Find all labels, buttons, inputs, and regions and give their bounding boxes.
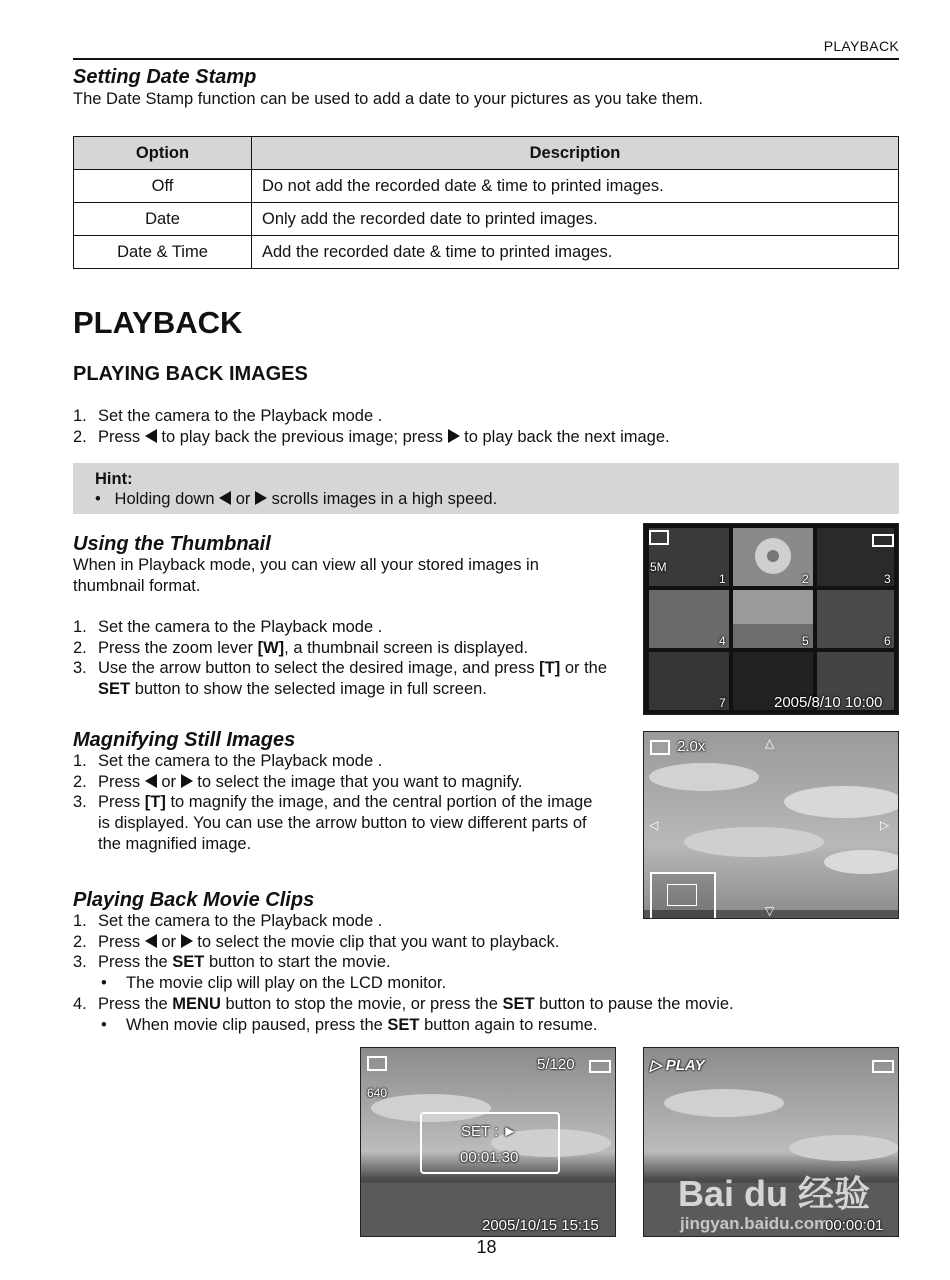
playback-heading: PLAYBACK bbox=[73, 305, 243, 340]
header-rule bbox=[73, 58, 899, 60]
thumb-number: 5 bbox=[802, 634, 809, 648]
frame-counter: 5/120 bbox=[537, 1056, 575, 1073]
list-item: 1. Set the camera to the Playback mode . bbox=[73, 618, 383, 636]
battery-icon bbox=[589, 1060, 611, 1073]
right-arrow-icon bbox=[181, 774, 193, 788]
date-stamp-intro: The Date Stamp function can be used to add a date to your pictures as you take them. bbox=[73, 90, 704, 108]
page-number: 18 bbox=[476, 1237, 497, 1257]
list-item: 3. Press the SET button to start the movie. bbox=[73, 953, 391, 972]
duration-label: 00:01:30 bbox=[460, 1149, 519, 1166]
list-item: • When movie clip paused, press the SET button again to resume. bbox=[101, 1015, 598, 1034]
thumbnail-title: Using the Thumbnail bbox=[73, 533, 271, 555]
right-arrow-icon: ▷ bbox=[880, 818, 890, 832]
magnify-screen-image bbox=[643, 731, 899, 919]
thumb-number: 2 bbox=[802, 572, 809, 586]
elapsed-label: 00:00:01 bbox=[825, 1217, 884, 1234]
baidu-watermark-logo: Bai du 经验 bbox=[678, 1173, 871, 1214]
list-item: 4. Press the MENU button to stop the movie, or press the SET button to pause the movie. bbox=[73, 994, 734, 1013]
list-item: • The movie clip will play on the LCD monitor. bbox=[101, 974, 447, 993]
image-size-label: 5M bbox=[650, 560, 667, 574]
table-row bbox=[74, 236, 899, 269]
list-item: 1. Set the camera to the Playback mode . bbox=[73, 407, 383, 425]
play-status: ▷ PLAY bbox=[650, 1057, 705, 1074]
list-item: 1. Set the camera to the Playback mode . bbox=[73, 912, 383, 930]
date-stamp-title: Setting Date Stamp bbox=[73, 66, 257, 88]
up-arrow-icon: △ bbox=[765, 736, 775, 750]
list-item: 1. Set the camera to the Playback mode . bbox=[73, 752, 383, 770]
thumbnail-screen-image bbox=[643, 523, 899, 715]
navigator-viewport bbox=[667, 884, 697, 906]
table-header-option: Option bbox=[74, 137, 252, 170]
movie-title: Playing Back Movie Clips bbox=[73, 889, 315, 911]
thumb-number: 6 bbox=[884, 634, 891, 648]
zoom-label: 2.0x bbox=[677, 738, 706, 755]
table-cell-option: Off bbox=[74, 170, 252, 203]
table-row bbox=[74, 170, 899, 203]
thumb-number: 3 bbox=[884, 572, 891, 586]
list-item: 3. Press [T] to magnify the image, and the central portion of the image is displayed. You can use the arrow button to view different parts of the magnified image. bbox=[73, 793, 593, 853]
playback-mode-icon bbox=[367, 1056, 387, 1071]
playback-mode-icon bbox=[650, 740, 670, 755]
list-item: 2. Press or to select the image that you want to magnify. bbox=[73, 772, 523, 791]
hint-text: • Holding down or scrolls images in a high speed. bbox=[95, 490, 498, 508]
movie-playing-screen-image bbox=[643, 1047, 899, 1237]
set-play-label: SET : ► bbox=[461, 1123, 518, 1140]
list-item: 3. Use the arrow button to select the desired image, and press [T] or the SET button to show the selected image in full screen. bbox=[73, 659, 608, 699]
table-cell-description: Do not add the recorded date & time to printed images. bbox=[252, 170, 899, 203]
magnify-title: Magnifying Still Images bbox=[73, 729, 296, 751]
hint-box bbox=[73, 463, 899, 514]
table-header-description: Description bbox=[252, 137, 899, 170]
right-arrow-icon bbox=[181, 934, 193, 948]
magnify-steps bbox=[73, 751, 603, 855]
table-row bbox=[74, 203, 899, 236]
hint-title: Hint: bbox=[95, 470, 133, 488]
running-header: PLAYBACK bbox=[823, 38, 899, 54]
table-cell-option: Date & Time bbox=[74, 236, 252, 269]
left-arrow-icon: ◁ bbox=[649, 818, 659, 832]
baidu-watermark-url: jingyan.baidu.com bbox=[680, 1214, 830, 1233]
table-cell-description: Only add the recorded date to printed images. bbox=[252, 203, 899, 236]
left-arrow-icon bbox=[219, 491, 231, 505]
left-arrow-icon bbox=[145, 429, 157, 443]
playing-back-images-heading: PLAYING BACK IMAGES bbox=[73, 363, 308, 385]
thumbnail-steps bbox=[73, 617, 618, 700]
thumbnail-intro: When in Playback mode, you can view all your stored images in thumbnail format. bbox=[73, 556, 539, 595]
playback-steps bbox=[73, 406, 893, 447]
datetime-label: 2005/10/15 15:15 bbox=[482, 1217, 599, 1234]
list-item: 2. Press to play back the previous image; press to play back the next image. bbox=[73, 427, 670, 446]
battery-icon bbox=[872, 1060, 894, 1073]
resolution-label: 640 bbox=[367, 1086, 388, 1100]
left-arrow-icon bbox=[145, 934, 157, 948]
list-item: 2. Press the zoom lever [W], a thumbnail screen is displayed. bbox=[73, 638, 529, 657]
playback-mode-icon bbox=[649, 530, 669, 545]
datetime-label: 2005/8/10 10:00 bbox=[774, 694, 883, 711]
table-cell-description: Add the recorded date & time to printed images. bbox=[252, 236, 899, 269]
list-item: 2. Press or to select the movie clip that you want to playback. bbox=[73, 932, 560, 951]
thumb-number: 4 bbox=[719, 634, 726, 648]
right-arrow-icon bbox=[255, 491, 267, 505]
left-arrow-icon bbox=[145, 774, 157, 788]
down-arrow-icon: ▽ bbox=[765, 904, 775, 918]
movie-paused-screen-image bbox=[360, 1047, 616, 1237]
thumb-number: 1 bbox=[719, 572, 726, 586]
date-stamp-table bbox=[73, 136, 899, 269]
thumb-number: 7 bbox=[719, 696, 726, 710]
table-cell-option: Date bbox=[74, 203, 252, 236]
movie-steps bbox=[73, 911, 899, 1035]
right-arrow-icon bbox=[448, 429, 460, 443]
thumbnail-grid-image bbox=[644, 524, 898, 714]
table-header-row bbox=[74, 137, 899, 170]
battery-icon bbox=[872, 534, 894, 547]
